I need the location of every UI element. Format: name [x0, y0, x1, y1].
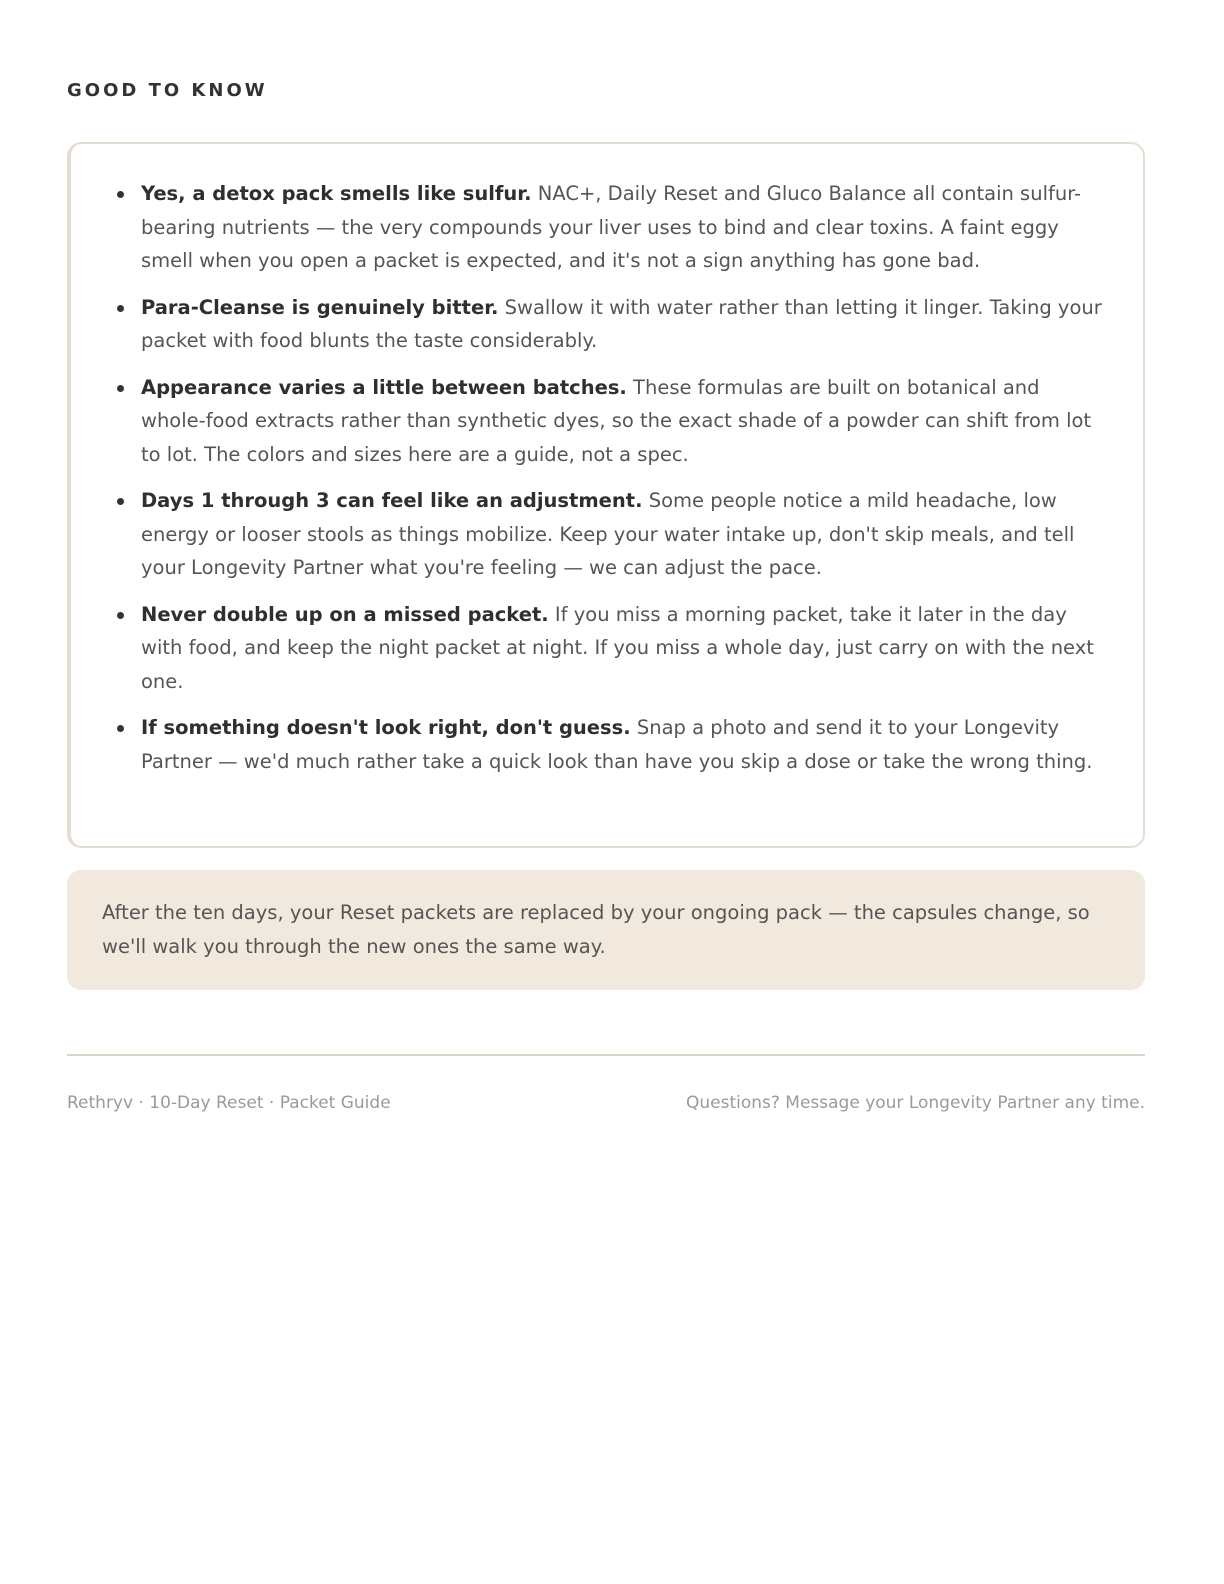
ongoing-pack-callout	[67, 870, 1145, 990]
note-body: If you miss a morning packet, take it later in the day with food, and keep the night packet at night. If you miss a whole day, just carry on with the next one.	[141, 602, 1094, 693]
callout-text: After the ten days, your Reset packets are replaced by your ongoing pack — the capsules change, so we'll walk you through the new ones the same way.	[102, 901, 1090, 958]
note-body: Snap a photo and send it to your Longevity Partner — we'd much rather take a quick look than have you skip a dose or take the wrong thing.	[141, 716, 1093, 773]
note-item-dont-guess	[141, 711, 1105, 778]
note-lead: Never double up on a missed packet.	[141, 602, 549, 626]
section-heading: GOOD TO KNOW	[67, 80, 268, 101]
bullet-icon	[117, 191, 124, 198]
footer-contact-note: Questions? Message your Longevity Partner any time.	[685, 1093, 1145, 1113]
good-to-know-card	[67, 142, 1145, 848]
note-item-bitter-taste	[141, 291, 1105, 358]
note-lead: If something doesn't look right, don't guess.	[141, 716, 631, 739]
note-body: Some people notice a mild headache, low energy or looser stools as things mobilize. Keep your water intake up, don't skip meals, and tell your Longevity Partner what you're feeling — we can adjust the pace.	[141, 489, 1075, 579]
note-lead: Para-Cleanse is genuinely bitter.	[141, 295, 499, 319]
footer-divider	[67, 1054, 1145, 1056]
note-lead: Days 1 through 3 can feel like an adjustment.	[141, 489, 643, 512]
note-item-missed-packet	[141, 598, 1105, 699]
footer-document-title: Rethryv · 10-Day Reset · Packet Guide	[67, 1093, 391, 1113]
note-item-batch-appearance	[141, 371, 1105, 472]
note-body: NAC+, Daily Reset and Gluco Balance all contain sulfur-bearing nutrients — the very compounds your liver uses to bind and clear toxins. A faint eggy smell when you open a packet is expected, and it's not a sign anything has gone bad.	[141, 182, 1082, 272]
bullet-icon	[117, 612, 124, 619]
notes-list	[71, 144, 1143, 778]
bullet-icon	[117, 725, 124, 732]
note-item-adjustment-days	[141, 484, 1105, 585]
note-item-sulfur-smell	[141, 177, 1105, 278]
bullet-icon	[117, 385, 124, 392]
note-body: Swallow it with water rather than letting it linger. Taking your packet with food blunts the taste considerably.	[141, 295, 1102, 352]
note-body: These formulas are built on botanical and whole-food extracts rather than synthetic dyes, so the exact shade of a powder can shift from lot to lot. The colors and sizes here are a guide, not a spec.	[141, 375, 1092, 466]
bullet-icon	[117, 305, 124, 312]
bullet-icon	[117, 498, 124, 505]
note-lead: Appearance varies a little between batches.	[141, 375, 627, 399]
note-lead: Yes, a detox pack smells like sulfur.	[141, 182, 532, 205]
